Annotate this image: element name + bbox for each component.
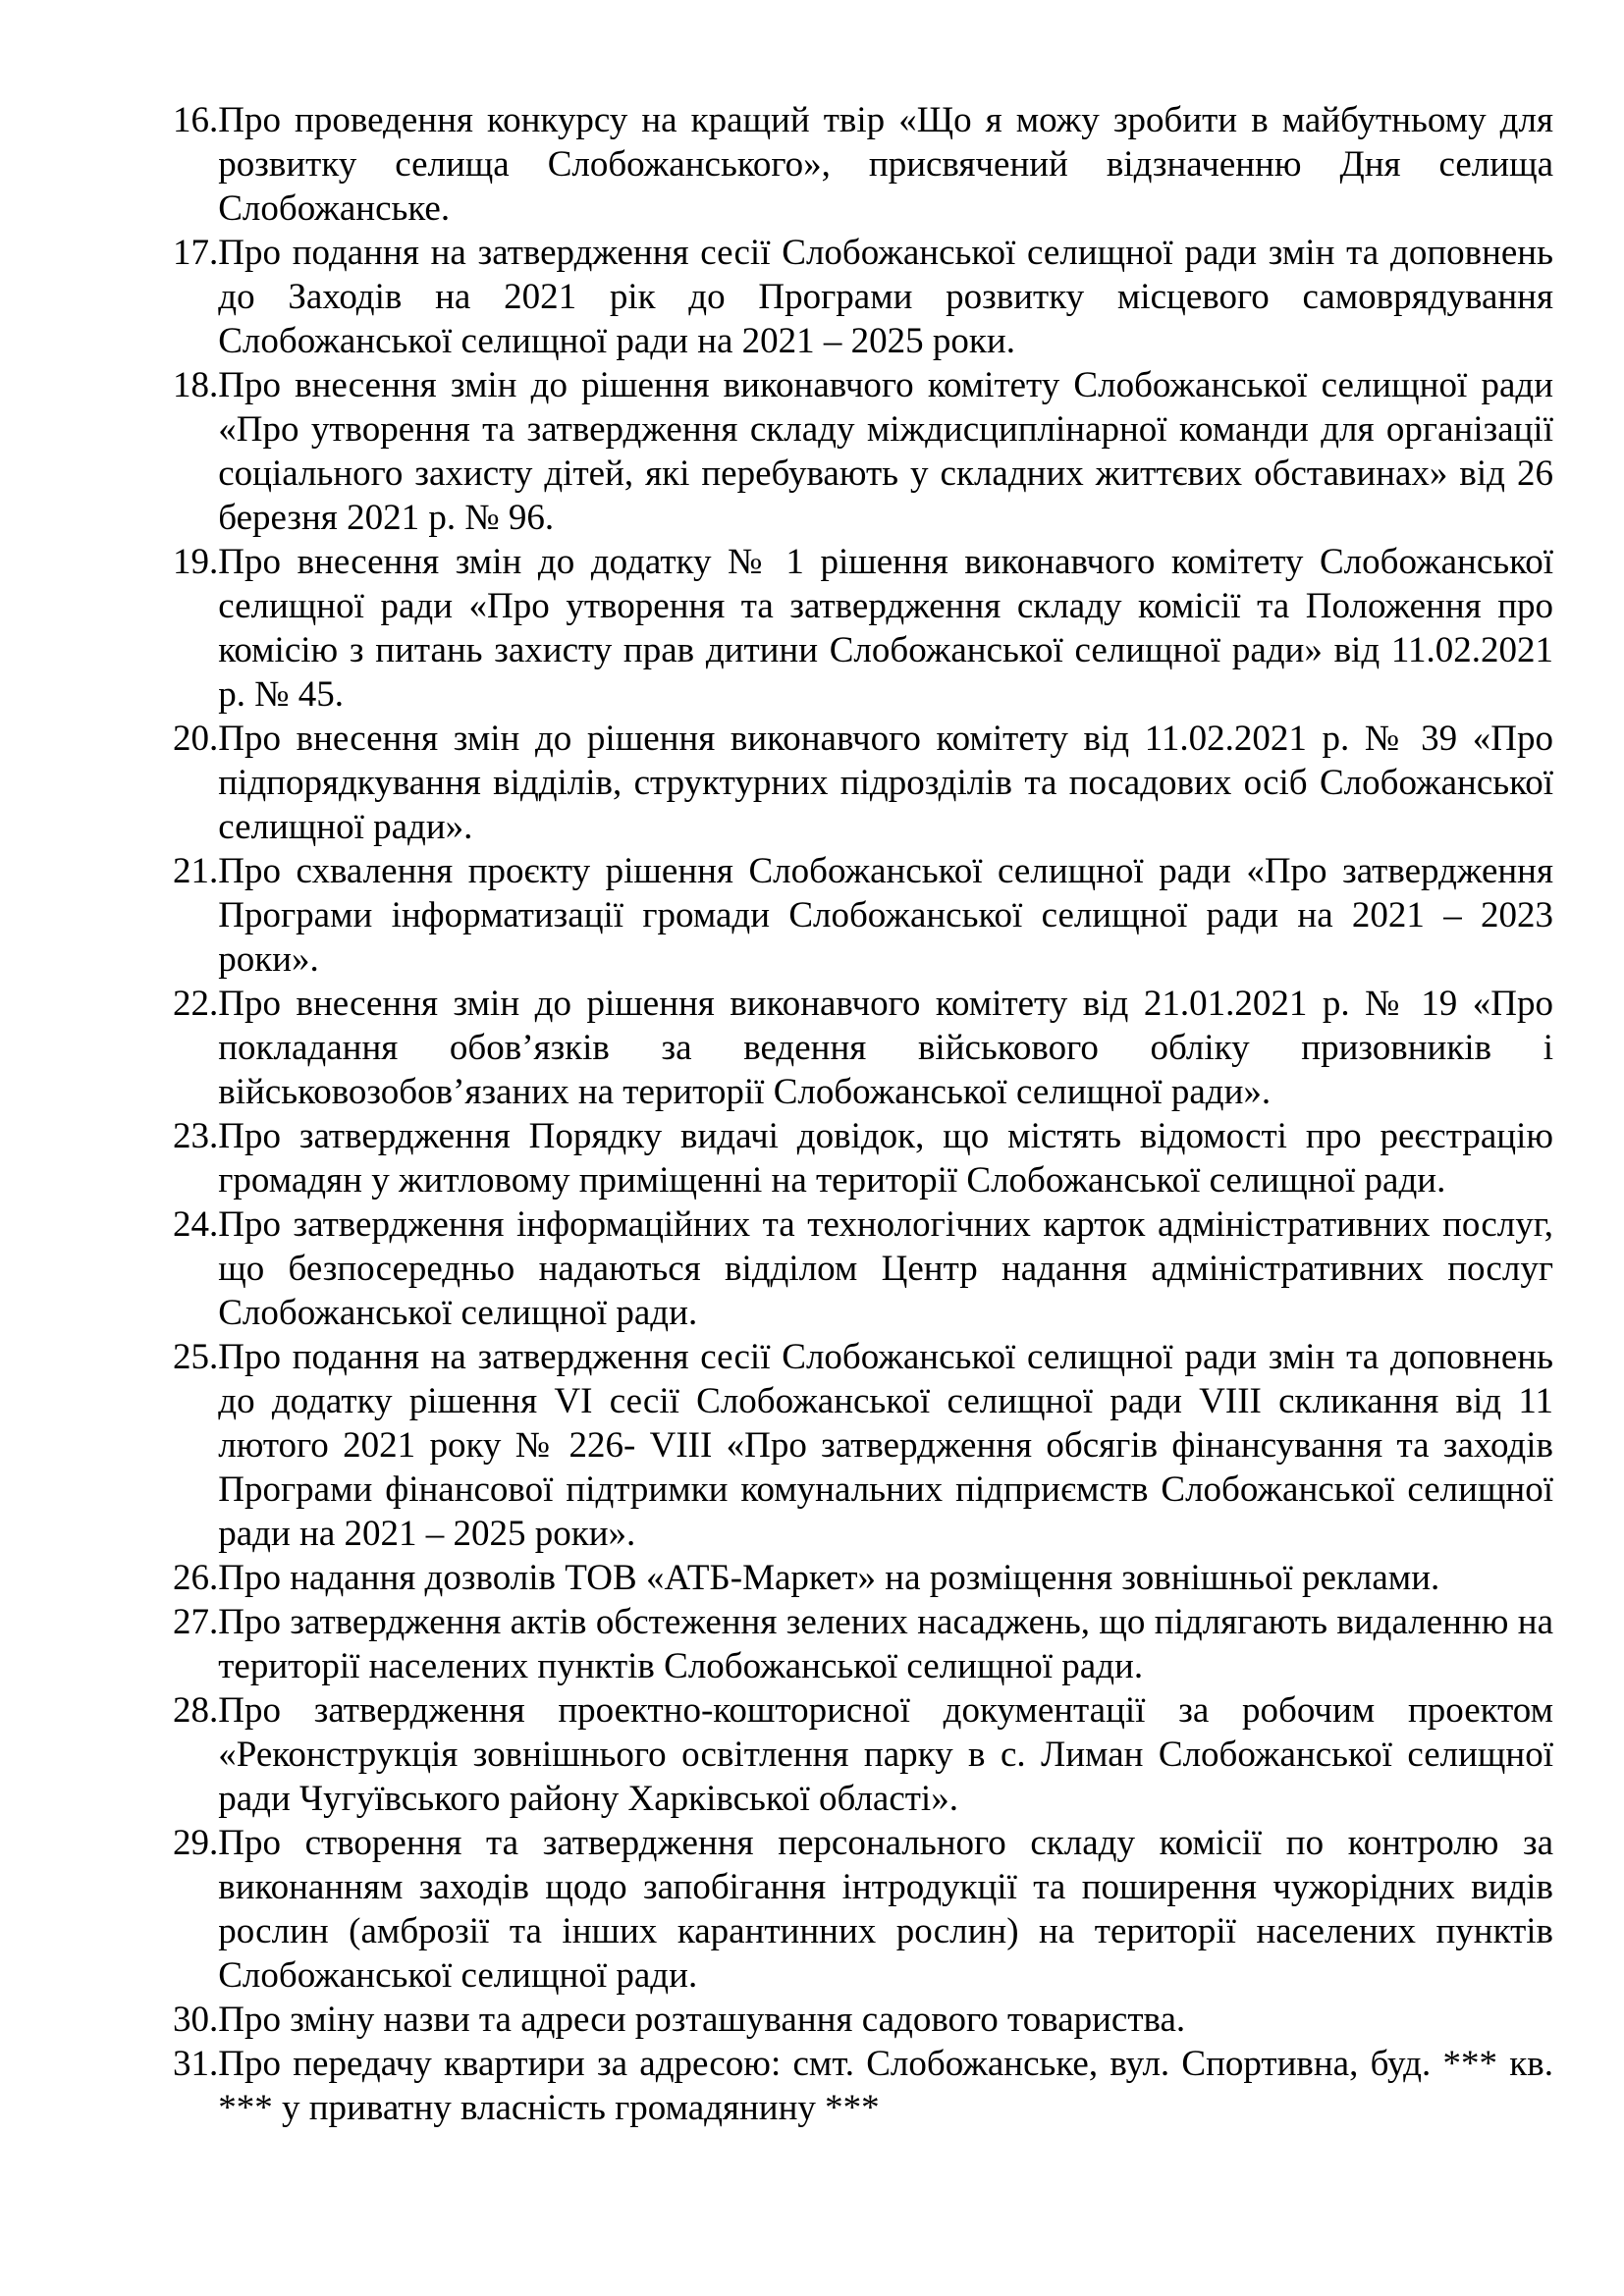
agenda-item: [173, 363, 1553, 540]
agenda-item-text: Про внесення змін до рішення виконавчого комітету від 11.02.2021 р. № 39 «Про підпорядкування відділів, структурних підрозділів та посадових осіб Слобожанської селищної ради».: [218, 719, 1553, 847]
agenda-item-text: Про затвердження інформаційних та технологічних карток адміністративних послуг, що безпосередньо надаються відділом Центр надання адміністративних послуг Слобожанської селищної ради.: [218, 1204, 1553, 1333]
agenda-item-number: 27.: [173, 1602, 219, 1642]
agenda-item: [173, 2042, 1553, 2130]
agenda-item-text: Про надання дозволів ТОВ «АТБ-Маркет» на розміщення зовнішньої реклами.: [218, 1558, 1440, 1598]
agenda-item: [173, 1114, 1553, 1202]
agenda-item-number: 31.: [173, 2044, 219, 2084]
agenda-item-number: 28.: [173, 1690, 219, 1731]
agenda-item: [173, 98, 1553, 231]
agenda-item: [173, 1202, 1553, 1335]
agenda-item-text: Про створення та затвердження персонального складу комісії по контролю за виконанням заходів щодо запобігання інтродукції та поширення чужорідних видів рослин (амброзії та інших карантинних рослин) на території населених пунктів Слобожанської селищної ради.: [218, 1823, 1553, 1996]
agenda-item-text: Про схвалення проєкту рішення Слобожанської селищної ради «Про затвердження Програми інформатизації громади Слобожанської селищної ради на 2021 – 2023 роки».: [218, 851, 1553, 980]
agenda-item-number: 18.: [173, 365, 219, 405]
agenda-item-number: 29.: [173, 1823, 219, 1863]
agenda-item-number: 21.: [173, 851, 219, 891]
agenda-item-text: Про передачу квартири за адресою: смт. Слобожанське, вул. Спортивна, буд. *** кв. *** у приватну власність громадянину ***: [218, 2044, 1553, 2128]
agenda-item: [173, 231, 1553, 363]
agenda-item-number: 30.: [173, 2000, 219, 2040]
agenda-item-text: Про внесення змін до додатку № 1 рішення виконавчого комітету Слобожанської селищної ради «Про утворення та затвердження складу комісії та Положення про комісію з питань захисту прав дитини Слобожанської селищної ради» від 11.02.2021 р. № 45.: [218, 542, 1553, 715]
document-page: [173, 98, 1553, 2130]
agenda-item-text: Про подання на затвердження сесії Слобожанської селищної ради змін та доповнень до додатку рішення VI сесії Слобожанської селищної ради VIII скликання від 11 лютого 2021 року № 226- VIII «Про затвердження обсягів фінансування та заходів Програми фінансової підтримки комунальних підприємств Слобожанської селищної ради на 2021 – 2025 роки».: [218, 1337, 1553, 1554]
agenda-item-text: Про затвердження актів обстеження зелених насаджень, що підлягають видаленню на території населених пунктів Слобожанської селищної ради.: [218, 1602, 1553, 1686]
agenda-item: [173, 1821, 1553, 1998]
agenda-item: [173, 1556, 1553, 1600]
agenda-item-number: 19.: [173, 542, 219, 582]
agenda-item-text: Про зміну назви та адреси розташування садового товариства.: [218, 2000, 1186, 2040]
agenda-item-text: Про затвердження Порядку видачі довідок, що містять відомості про реєстрацію громадян у житловому приміщенні на території Слобожанської селищної ради.: [218, 1116, 1553, 1201]
agenda-item: [173, 540, 1553, 717]
agenda-item-text: Про внесення змін до рішення виконавчого комітету Слобожанської селищної ради «Про утворення та затвердження складу міждисциплінарної команди для організації соціального захисту дітей, які перебувають у складних життєвих обставинах» від 26 березня 2021 р. № 96.: [218, 365, 1553, 538]
agenda-item: [173, 1600, 1553, 1688]
agenda-item-number: 17.: [173, 233, 219, 273]
agenda-item-text: Про внесення змін до рішення виконавчого комітету від 21.01.2021 р. № 19 «Про покладання обов’язків за ведення військового обліку призовників і військовозобов’язаних на території Слобожанської селищної ради».: [218, 984, 1553, 1112]
agenda-item-number: 16.: [173, 100, 219, 140]
agenda-item: [173, 982, 1553, 1114]
agenda-item: [173, 1688, 1553, 1821]
agenda-item: [173, 849, 1553, 982]
agenda-item-number: 22.: [173, 984, 219, 1024]
agenda-item-text: Про подання на затвердження сесії Слобожанської селищної ради змін та доповнень до Заходів на 2021 рік до Програми розвитку місцевого самоврядування Слобожанської селищної ради на 2021 – 2025 роки.: [218, 233, 1553, 361]
agenda-item-number: 23.: [173, 1116, 219, 1156]
agenda-item-text: Про затвердження проектно-кошторисної документації за робочим проектом «Реконструкція зовнішнього освітлення парку в с. Лиман Слобожанської селищної ради Чугуївського району Харківської області».: [218, 1690, 1553, 1819]
agenda-item: [173, 1335, 1553, 1556]
agenda-item-number: 25.: [173, 1337, 219, 1377]
agenda-item-text: Про проведення конкурсу на кращий твір «Що я можу зробити в майбутньому для розвитку селища Слобожанського», присвячений відзначенню Дня селища Слобожанське.: [218, 100, 1553, 229]
agenda-item-number: 20.: [173, 719, 219, 759]
agenda-item-number: 24.: [173, 1204, 219, 1245]
agenda-item: [173, 1998, 1553, 2042]
agenda-item: [173, 717, 1553, 849]
agenda-item-number: 26.: [173, 1558, 219, 1598]
